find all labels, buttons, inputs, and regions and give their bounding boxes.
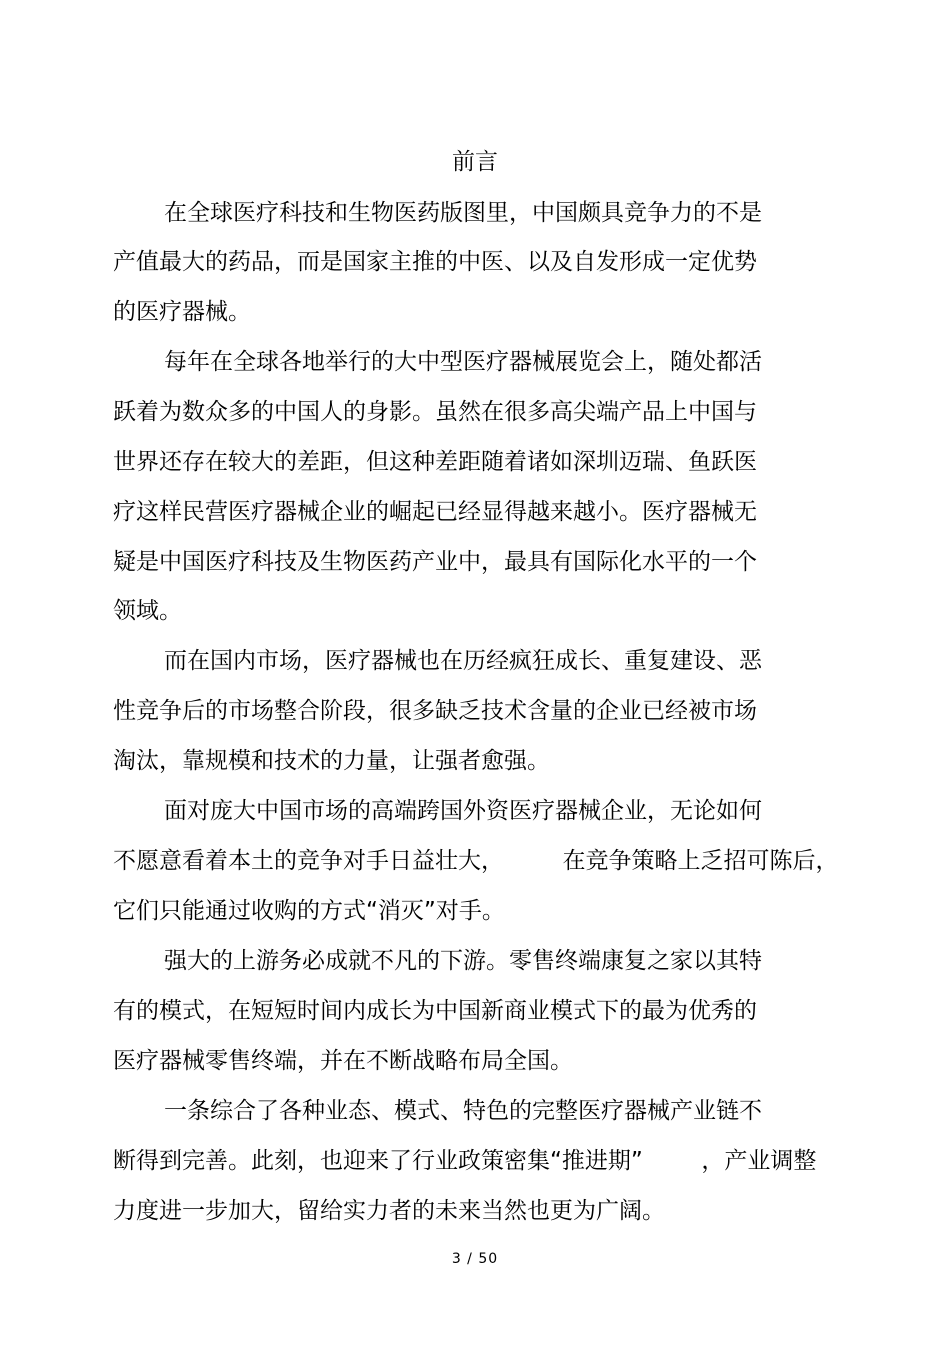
paragraph-5-line-1: 强大的上游务必成就不凡的下游。零售终端康复之家以其特	[164, 948, 762, 974]
paragraph-4-line-2: 不愿意看着本土的竞争对手日益壮大， 在竞争策略上乏招可陈后，	[113, 848, 839, 874]
paragraph-5-line-2: 有的模式，在短短时间内成长为中国新商业模式下的最为优秀的	[113, 998, 757, 1024]
paragraph-1-line-1: 在全球医疗科技和生物医药版图里，中国颇具竞争力的不是	[164, 200, 762, 226]
paragraph-1-line-2: 产值最大的药品，而是国家主推的中医、以及自发形成一定优势	[113, 249, 757, 275]
paragraph-2-line-5: 疑是中国医疗科技及生物医药产业中，最具有国际化水平的一个	[113, 549, 757, 575]
paragraph-2-line-6: 领域。	[113, 598, 182, 624]
paragraph-3-line-1: 而在国内市场，医疗器械也在历经疯狂成长、重复建设、恶	[164, 648, 762, 674]
page-number: 3 / 50	[451, 1251, 499, 1267]
paragraph-3-line-2: 性竞争后的市场整合阶段，很多缺乏技术含量的企业已经被市场	[113, 698, 757, 724]
paragraph-2-line-1: 每年在全球各地举行的大中型医疗器械展览会上，随处都活	[164, 349, 762, 375]
paragraph-5-line-3: 医疗器械零售终端，并在不断战略布局全国。	[113, 1048, 573, 1074]
paragraph-6-line-2: 断得到完善。此刻，也迎来了行业政策密集“推进期” ，产业调整	[113, 1148, 817, 1174]
paragraph-2-line-2: 跃着为数众多的中国人的身影。虽然在很多高尖端产品上中国与	[113, 399, 757, 425]
paragraph-6-line-1: 一条综合了各种业态、模式、特色的完整医疗器械产业链不	[164, 1098, 762, 1124]
paragraph-2-line-4: 疗这样民营医疗器械企业的崛起已经显得越来越小。医疗器械无	[113, 499, 757, 525]
paragraph-2-line-3: 世界还存在较大的差距，但这种差距随着诸如深圳迈瑞、鱼跃医	[113, 449, 757, 475]
page-title: 前言	[452, 149, 498, 175]
paragraph-4-line-3: 它们只能通过收购的方式“消灭”对手。	[113, 898, 505, 924]
paragraph-1-line-3: 的医疗器械。	[113, 299, 251, 325]
paragraph-6-line-3: 力度进一步加大，留给实力者的未来当然也更为广阔。	[113, 1198, 665, 1224]
paragraph-3-line-3: 淘汰，靠规模和技术的力量，让强者愈强。	[113, 748, 550, 774]
paragraph-4-line-1: 面对庞大中国市场的高端跨国外资医疗器械企业，无论如何	[164, 798, 762, 824]
